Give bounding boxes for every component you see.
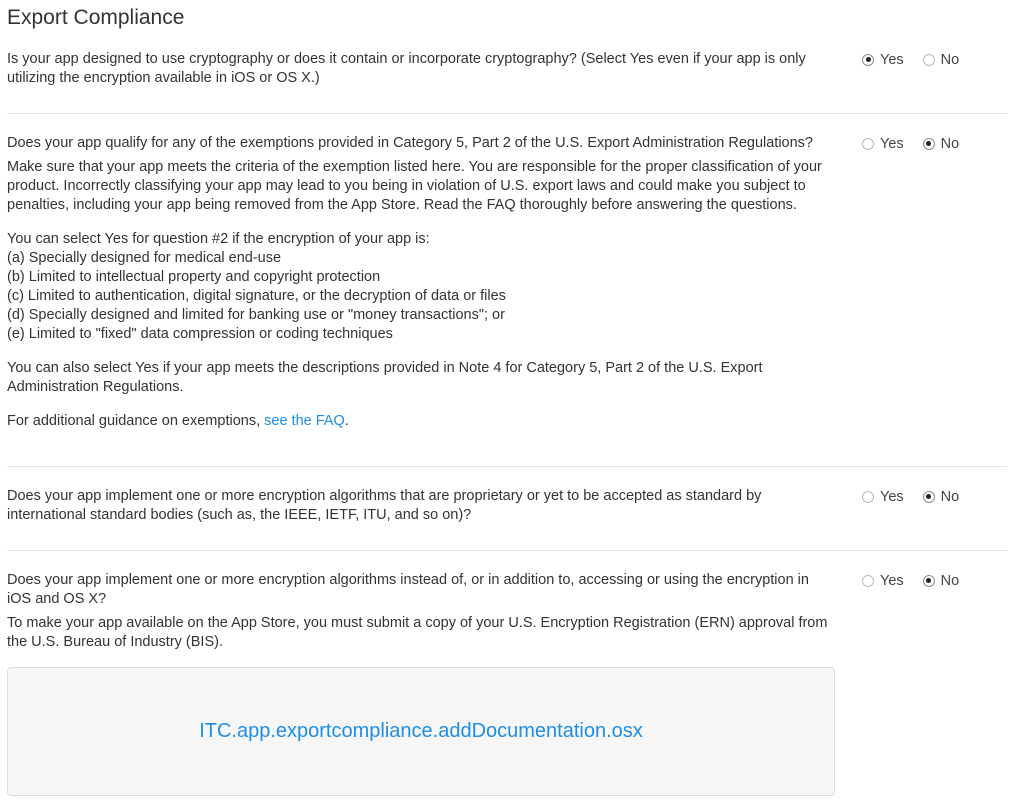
yes-label: Yes: [880, 51, 904, 68]
no-label: No: [940, 135, 960, 152]
question-4-notice: To make your app available on the App Store, you must submit a copy of your U.S. Encryption Registration (ERN) approval from the U.S. Bureau of Industry (BIS).: [7, 615, 828, 650]
question-2-text: Does your app qualify for any of the exemptions provided in Category 5, Part 2 of the U.S. Export Administration Regulations?: [7, 135, 813, 151]
question-4-text: Does your app implement one or more encryption algorithms instead of, or in addition to, accessing or using the encryption in iOS and OS X?: [7, 572, 809, 607]
guidance-text: [7, 412, 837, 431]
yes-label: Yes: [880, 135, 904, 152]
question-3-radio-group: [862, 487, 959, 506]
guidance-prefix: For additional guidance on exemptions,: [7, 413, 265, 429]
radio-button-icon[interactable]: [923, 138, 935, 150]
question-2: [7, 134, 837, 431]
exemption-item-c: (c) Limited to authentication, digital signature, or the decryption of data or files: [7, 288, 506, 304]
divider: [7, 113, 1007, 114]
question-3-no-option[interactable]: [923, 489, 960, 505]
question-2-notice: Make sure that your app meets the criteria of the exemption listed here. You are responsible for the proper classification of your product. Incorrectly classifying your app may lead to you being in violation of U.S. export laws and could make you subject to penalties, including your app being removed from the App Store. Read the FAQ thoroughly before answering the questions.: [7, 159, 822, 213]
divider: [7, 550, 1007, 551]
yes-label: Yes: [880, 572, 904, 589]
question-4: [7, 571, 837, 652]
radio-button-icon[interactable]: [923, 54, 935, 66]
yes-label: Yes: [880, 488, 904, 505]
exemption-item-d: (d) Specially designed and limited for banking use or "money transactions"; or: [7, 307, 505, 323]
question-1-text: Is your app designed to use cryptography or does it contain or incorporate cryptography? (Select Yes even if your app is only utilizing the encryption available in iOS or OS X.): [7, 51, 806, 86]
page-title: Export Compliance: [7, 6, 185, 29]
question-3: [7, 487, 837, 525]
question-2-yes-option[interactable]: [862, 136, 904, 152]
question-4-yes-option[interactable]: [862, 573, 904, 589]
radio-button-icon[interactable]: [862, 575, 874, 587]
exemption-item-a: (a) Specially designed for medical end-use: [7, 250, 282, 266]
add-documentation-link[interactable]: ITC.app.exportcompliance.addDocumentation.osx: [199, 720, 643, 742]
no-label: No: [940, 488, 960, 505]
question-2-no-option[interactable]: [923, 136, 960, 152]
guidance-suffix: .: [344, 413, 349, 429]
question-3-yes-option[interactable]: [862, 489, 904, 505]
question-1-yes-option[interactable]: [862, 52, 904, 68]
note-4-text: You can also select Yes if your app meets the descriptions provided in Note 4 for Category 5, Part 2 of the U.S. Export Administration Regulations.: [7, 360, 763, 395]
radio-button-icon[interactable]: [923, 491, 935, 503]
exemption-list-intro: You can select Yes for question #2 if the encryption of your app is:: [7, 231, 430, 247]
question-3-text: Does your app implement one or more encryption algorithms that are proprietary or yet to be accepted as standard by international standard bodies (such as, the IEEE, IETF, ITU, and so on)?: [7, 488, 762, 523]
divider: [7, 466, 1007, 467]
documentation-upload-area[interactable]: [7, 667, 835, 796]
radio-button-icon[interactable]: [862, 491, 874, 503]
radio-button-icon[interactable]: [862, 138, 874, 150]
question-4-no-option[interactable]: [923, 573, 960, 589]
see-faq-link[interactable]: see the FAQ: [264, 413, 345, 429]
no-label: No: [940, 51, 960, 68]
question-2-radio-group: [862, 134, 959, 153]
question-1: [7, 50, 837, 88]
no-label: No: [940, 572, 960, 589]
radio-button-icon[interactable]: [862, 54, 874, 66]
question-1-radio-group: [862, 50, 959, 69]
exemption-item-e: (e) Limited to "fixed" data compression or coding techniques: [7, 326, 393, 342]
exemption-item-b: (b) Limited to intellectual property and copyright protection: [7, 269, 381, 285]
question-1-no-option[interactable]: [923, 52, 960, 68]
question-4-radio-group: [862, 571, 959, 590]
radio-button-icon[interactable]: [923, 575, 935, 587]
